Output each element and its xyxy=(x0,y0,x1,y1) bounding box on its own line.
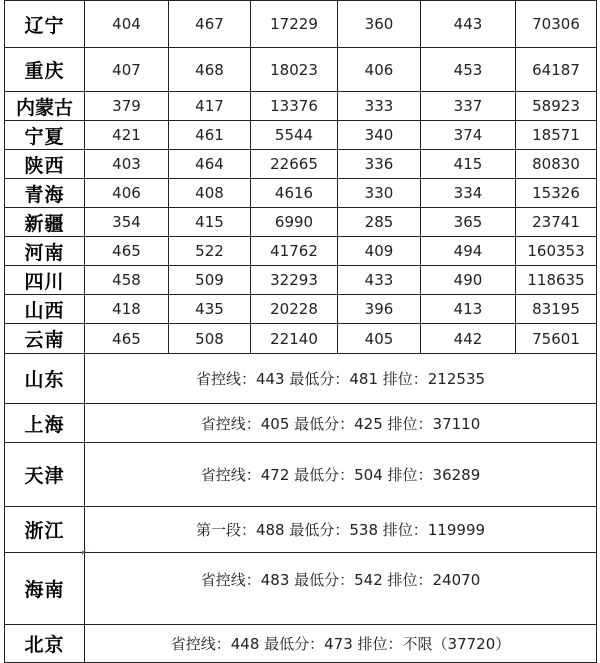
value-cell: 354 xyxy=(85,208,169,237)
table-row-merged xyxy=(5,443,597,507)
value-cell: 333 xyxy=(338,92,421,121)
value-cell: 20228 xyxy=(251,295,338,324)
value-cell: 468 xyxy=(169,48,251,92)
province-cell: 海南 xyxy=(5,553,85,625)
province-cell: 陕西 xyxy=(5,150,85,179)
province-cell: 辽宁 xyxy=(5,1,85,48)
value-cell: 83195 xyxy=(516,295,597,324)
province-cell: 山东 xyxy=(5,354,85,404)
province-cell: 宁夏 xyxy=(5,121,85,150)
value-cell: 396 xyxy=(338,295,421,324)
table-row xyxy=(5,208,597,237)
value-cell: 75601 xyxy=(516,324,597,354)
value-cell: 18023 xyxy=(251,48,338,92)
province-cell: 内蒙古 xyxy=(5,92,85,121)
value-cell: 365 xyxy=(421,208,516,237)
value-cell: 5544 xyxy=(251,121,338,150)
value-cell: 406 xyxy=(85,179,169,208)
value-cell: 41762 xyxy=(251,237,338,266)
value-cell: 17229 xyxy=(251,1,338,48)
province-cell: 青海 xyxy=(5,179,85,208)
value-cell: 404 xyxy=(85,1,169,48)
value-cell: 360 xyxy=(338,1,421,48)
table-row xyxy=(5,324,597,354)
value-cell: 374 xyxy=(421,121,516,150)
value-cell: 285 xyxy=(338,208,421,237)
province-cell: 天津 xyxy=(5,443,85,507)
province-cell: 四川 xyxy=(5,266,85,295)
value-cell: 407 xyxy=(85,48,169,92)
value-cell: 4616 xyxy=(251,179,338,208)
summary-cell: 第一段：488 最低分：538 排位：119999 xyxy=(85,507,597,553)
table-row xyxy=(5,237,597,266)
table-row xyxy=(5,1,597,48)
value-cell: 6990 xyxy=(251,208,338,237)
table-row-merged xyxy=(5,507,597,553)
table-row-merged xyxy=(5,625,597,663)
table-row xyxy=(5,92,597,121)
value-cell: 379 xyxy=(85,92,169,121)
province-cell: 云南 xyxy=(5,324,85,354)
province-cell: 上海 xyxy=(5,404,85,443)
value-cell: 494 xyxy=(421,237,516,266)
summary-cell: 省控线：483 最低分：542 排位：24070 xyxy=(85,553,597,625)
value-cell: 522 xyxy=(169,237,251,266)
table-row xyxy=(5,295,597,324)
table-row-merged xyxy=(5,354,597,404)
value-cell: 461 xyxy=(169,121,251,150)
value-cell: 413 xyxy=(421,295,516,324)
value-cell: 464 xyxy=(169,150,251,179)
value-cell: 433 xyxy=(338,266,421,295)
value-cell: 32293 xyxy=(251,266,338,295)
value-cell: 465 xyxy=(85,324,169,354)
value-cell: 18571 xyxy=(516,121,597,150)
value-cell: 80830 xyxy=(516,150,597,179)
value-cell: 70306 xyxy=(516,1,597,48)
value-cell: 340 xyxy=(338,121,421,150)
province-cell: 北京 xyxy=(5,625,85,663)
province-cell: 重庆 xyxy=(5,48,85,92)
province-cell: 浙江 xyxy=(5,507,85,553)
value-cell: 453 xyxy=(421,48,516,92)
value-cell: 442 xyxy=(421,324,516,354)
value-cell: 408 xyxy=(169,179,251,208)
value-cell: 465 xyxy=(85,237,169,266)
value-cell: 435 xyxy=(169,295,251,324)
value-cell: 330 xyxy=(338,179,421,208)
value-cell: 336 xyxy=(338,150,421,179)
value-cell: 23741 xyxy=(516,208,597,237)
value-cell: 160353 xyxy=(516,237,597,266)
value-cell: 334 xyxy=(421,179,516,208)
value-cell: 406 xyxy=(338,48,421,92)
value-cell: 409 xyxy=(338,237,421,266)
table-row-merged xyxy=(5,553,597,625)
value-cell: 418 xyxy=(85,295,169,324)
value-cell: 403 xyxy=(85,150,169,179)
summary-cell: 省控线：443 最低分：481 排位：212535 xyxy=(85,354,597,404)
value-cell: 417 xyxy=(169,92,251,121)
summary-cell: 省控线：448 最低分：473 排位：不限（37720） xyxy=(85,625,597,663)
value-cell: 458 xyxy=(85,266,169,295)
province-cell: 河南 xyxy=(5,237,85,266)
province-cell: 山西 xyxy=(5,295,85,324)
value-cell: 22665 xyxy=(251,150,338,179)
value-cell: 15326 xyxy=(516,179,597,208)
value-cell: 405 xyxy=(338,324,421,354)
value-cell: 467 xyxy=(169,1,251,48)
table-row xyxy=(5,266,597,295)
value-cell: 508 xyxy=(169,324,251,354)
table-row-merged xyxy=(5,404,597,443)
table-row xyxy=(5,150,597,179)
value-cell: 415 xyxy=(421,150,516,179)
value-cell: 118635 xyxy=(516,266,597,295)
value-cell: 58923 xyxy=(516,92,597,121)
value-cell: 64187 xyxy=(516,48,597,92)
province-cell: 新疆 xyxy=(5,208,85,237)
table-row xyxy=(5,121,597,150)
value-cell: 490 xyxy=(421,266,516,295)
table-row xyxy=(5,179,597,208)
summary-cell: 省控线：405 最低分：425 排位：37110 xyxy=(85,404,597,443)
value-cell: 421 xyxy=(85,121,169,150)
summary-cell: 省控线：472 最低分：504 排位：36289 xyxy=(85,443,597,507)
value-cell: 337 xyxy=(421,92,516,121)
value-cell: 22140 xyxy=(251,324,338,354)
table-row xyxy=(5,48,597,92)
value-cell: 13376 xyxy=(251,92,338,121)
value-cell: 415 xyxy=(169,208,251,237)
score-table xyxy=(4,0,597,663)
value-cell: 443 xyxy=(421,1,516,48)
value-cell: 509 xyxy=(169,266,251,295)
cell-comment-marker xyxy=(82,551,86,555)
